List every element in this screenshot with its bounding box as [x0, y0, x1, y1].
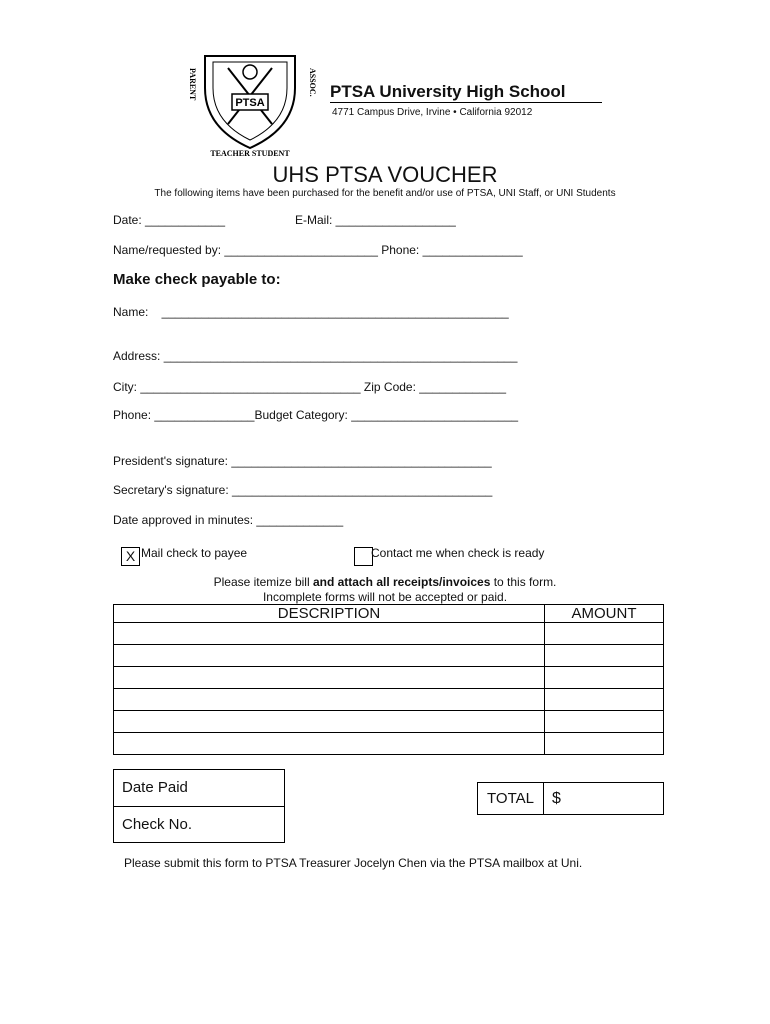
date-paid-field[interactable]: Date Paid	[122, 779, 188, 796]
date-approved-field[interactable]: Date approved in minutes: _____________	[113, 513, 344, 527]
description-cell[interactable]	[114, 667, 545, 689]
mail-check-checkbox[interactable]: X	[121, 547, 140, 566]
itemize-note-bold: and attach all receipts/invoices	[312, 575, 491, 589]
amount-cell[interactable]	[545, 689, 664, 711]
contact-me-label: Contact me when check is ready	[371, 546, 545, 560]
table-row	[114, 667, 664, 689]
amount-header: AMOUNT	[545, 605, 664, 623]
description-cell[interactable]	[114, 711, 545, 733]
ptsa-crest-logo-icon	[180, 48, 320, 158]
name-requested-phone-field[interactable]: Name/requested by: _______________________ Phone: _______________	[113, 243, 523, 257]
description-cell[interactable]	[114, 623, 545, 645]
mail-check-label: Mail check to payee	[141, 546, 248, 560]
form-title: UHS PTSA VOUCHER	[272, 162, 498, 187]
table-row	[114, 733, 664, 755]
check-no-field[interactable]: Check No.	[114, 806, 284, 843]
school-address: 4771 Campus Drive, Irvine • California 92012	[332, 107, 533, 118]
logo-badge-text: PTSA	[235, 97, 265, 109]
table-row	[114, 623, 664, 645]
date-field[interactable]: Date: ____________	[113, 213, 226, 227]
president-signature-field[interactable]: President's signature: _______________________________________	[113, 454, 492, 468]
amount-cell[interactable]	[545, 623, 664, 645]
table-row	[114, 689, 664, 711]
itemize-note	[0, 575, 770, 589]
amount-cell[interactable]	[545, 711, 664, 733]
payee-name-field[interactable]: Name: ____________________________________________________	[113, 305, 509, 319]
payable-heading: Make check payable to:	[113, 271, 281, 288]
amount-cell[interactable]	[545, 667, 664, 689]
amount-cell[interactable]	[545, 733, 664, 755]
items-table-header	[114, 605, 664, 623]
table-row	[114, 711, 664, 733]
description-header: DESCRIPTION	[114, 605, 545, 623]
secretary-signature-field[interactable]: Secretary's signature: _______________________________________	[113, 483, 493, 497]
payment-box	[113, 769, 285, 843]
total-amount-field[interactable]: $	[552, 790, 561, 807]
description-cell[interactable]	[114, 645, 545, 667]
itemize-note-suffix: to this form.	[490, 575, 557, 589]
total-box	[477, 782, 664, 815]
form-subtitle: The following items have been purchased for the benefit and/or use of PTSA, UNI Staff, or UNI Students	[154, 188, 616, 199]
amount-cell[interactable]	[545, 645, 664, 667]
table-row	[114, 645, 664, 667]
school-name-rule	[330, 102, 602, 103]
logo-ribbon-bottom: TEACHER STUDENT	[210, 149, 290, 158]
school-name: PTSA University High School	[330, 82, 566, 101]
phone-budget-field[interactable]: Phone: _______________Budget Category: _________________________	[113, 408, 519, 422]
address-field[interactable]: Address: _____________________________________________________	[113, 349, 518, 363]
incomplete-note: Incomplete forms will not be accepted or paid.	[262, 590, 508, 604]
items-table	[113, 604, 664, 755]
logo-ribbon-right: ASSOC.	[308, 68, 317, 97]
logo-ribbon-left: PARENT	[188, 68, 197, 101]
description-cell[interactable]	[114, 689, 545, 711]
city-zip-field[interactable]: City: _________________________________ Zip Code: _____________	[113, 380, 507, 394]
description-cell[interactable]	[114, 733, 545, 755]
footer-note: Please submit this form to PTSA Treasurer Jocelyn Chen via the PTSA mailbox at Uni.	[124, 856, 583, 870]
itemize-note-prefix: Please itemize bill	[213, 575, 313, 589]
email-field[interactable]: E-Mail: __________________	[295, 213, 456, 227]
total-label: TOTAL	[478, 783, 544, 814]
